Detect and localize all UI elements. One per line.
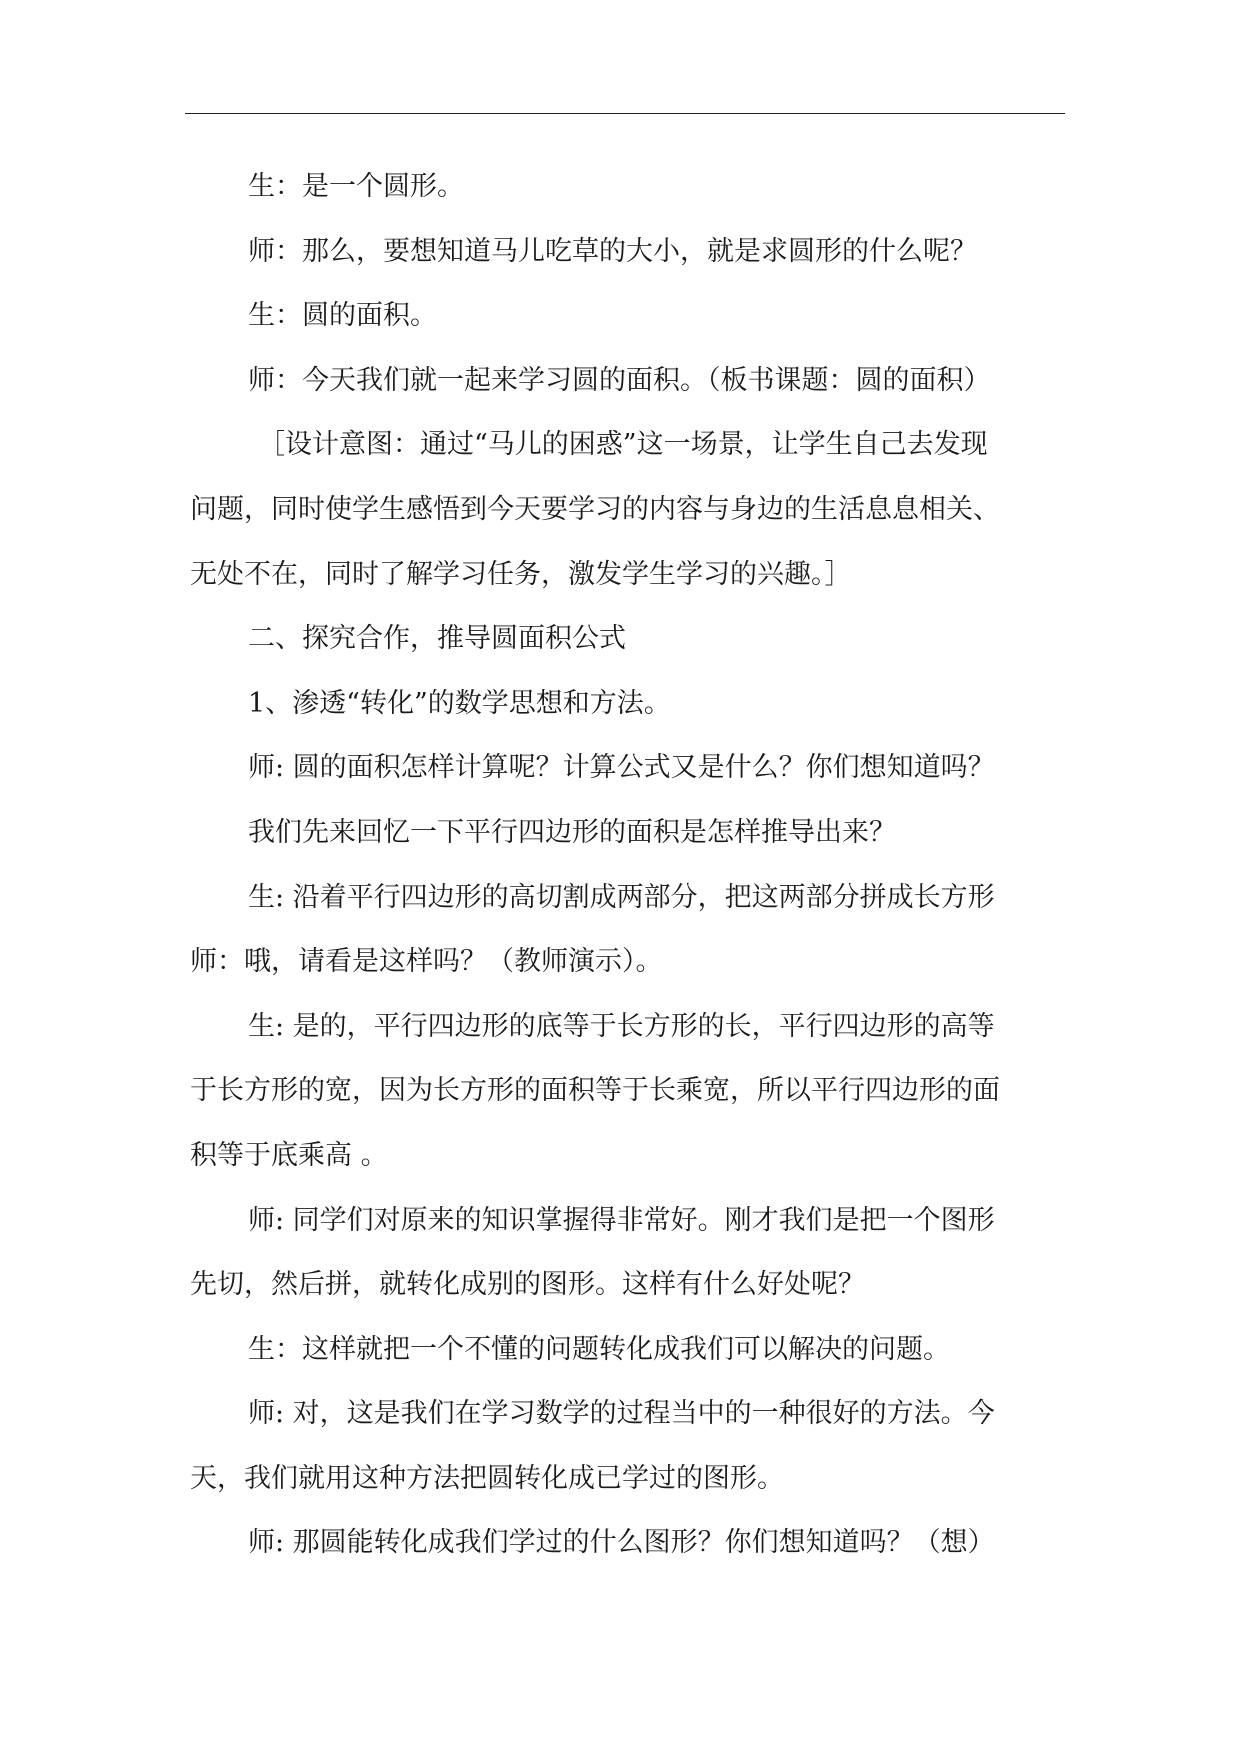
text-line: 生：是一个圆形。 — [248, 171, 464, 202]
document-body — [190, 155, 1070, 1576]
text-line: 天，我们就用这种方法把圆转化成已学过的图形。 — [190, 1462, 784, 1494]
text-line: 师: 同学们对原来的知识掌握得非常好。刚才我们是把一个图形 — [248, 1204, 995, 1236]
text-line: 生：这样就把一个不懂的问题转化成我们可以解决的问题。 — [248, 1333, 950, 1365]
text-line: 生: 沿着平行四边形的高切割成两部分，把这两部分拼成长方形 — [248, 881, 995, 913]
text-line: 1、渗透“转化”的数学思想和方法。 — [248, 687, 671, 719]
text-line: 二、探究合作，推导圆面积公式 — [248, 623, 626, 655]
text-line: 无处不在，同时了解学习任务，激发学生学习的兴趣。］ — [190, 558, 852, 590]
text-line: 我们先来回忆一下平行四边形的面积是怎样推导出来？ — [248, 816, 896, 848]
text-line: 师: 那圆能转化成我们学过的什么图形？你们想知道吗？（想） — [248, 1527, 995, 1559]
text-line: 师：今天我们就一起来学习圆的面积。（板书课题：圆的面积） — [248, 364, 991, 396]
header-rule — [185, 113, 1065, 114]
text-line: 师: 对，这是我们在学习数学的过程当中的一种很好的方法。今 — [248, 1398, 995, 1430]
text-line: ［设计意图：通过“马儿的困惑”这一场景，让学生自己去发现 — [258, 429, 988, 461]
text-line: 师：哦，请看是这样吗？（教师演示）。 — [190, 946, 663, 978]
text-line: 于长方形的宽，因为长方形的面积等于长乘宽，所以平行四边形的面 — [190, 1075, 1000, 1107]
text-line: 问题，同时使学生感悟到今天要学习的内容与身边的生活息息相关、 — [190, 493, 1000, 525]
text-line: 先切，然后拼，就转化成别的图形。这样有什么好处呢？ — [190, 1269, 865, 1301]
text-line: 生：圆的面积。 — [248, 300, 437, 332]
text-line: 生: 是的，平行四边形的底等于长方形的长，平行四边形的高等 — [248, 1010, 995, 1042]
text-line: 积等于底乘高 。 — [190, 1139, 388, 1171]
text-line: 师：那么，要想知道马儿吃草的大小，就是求圆形的什么呢？ — [248, 235, 977, 267]
text-line: 师: 圆的面积怎样计算呢？计算公式又是什么？你们想知道吗？ — [248, 752, 995, 784]
